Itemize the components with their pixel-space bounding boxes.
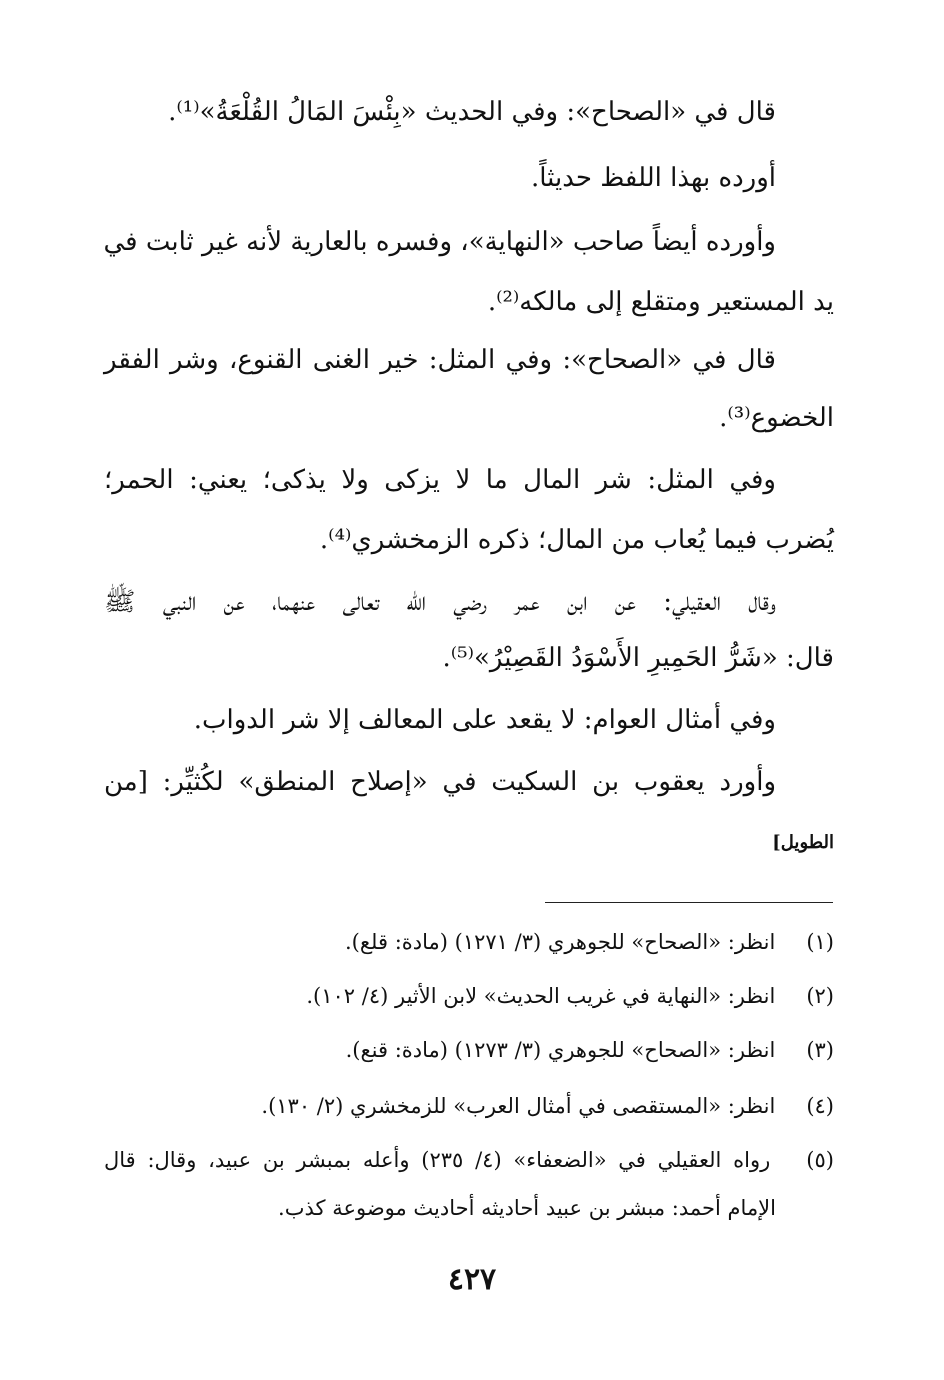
footnote-text: انظر: «الصحاح» للجوهري (٣/ ١٢٧٣) (مادة: قنع). [345, 1038, 776, 1062]
footnote-5 [104, 1142, 834, 1178]
body-line-2: أورده بهذا اللفظ حديثاً. [531, 163, 776, 193]
footnote-number: (٤) [806, 1094, 834, 1118]
page-number: ٤٢٧ [447, 1262, 497, 1297]
body-line-1: قال في «الصحاح»: وفي الحديث «بِئْسَ المَالُ القُلْعَةُ»⁽¹⁾. [168, 97, 776, 127]
footnote-number: (٥) [806, 1148, 834, 1172]
body-line-3: وأورده أيضاً صاحب «النهاية»، وفسره بالعارية لأنه غير ثابت في [103, 227, 776, 257]
body-line-4: يد المستعير ومتقلع إلى مالكه⁽²⁾. [487, 287, 834, 317]
footnote-5-continuation: الإمام أحمد: مبشر بن عبيد أحاديثه أحاديث موضوعة كذب. [278, 1196, 776, 1220]
body-line-6: الخضوع⁽³⁾. [719, 403, 834, 433]
footnote-text: رواه العقيلي في «الضعفاء» (٤/ ٢٣٥) وأعله بمبشر بن عبيد، وقال: قال [104, 1148, 771, 1172]
body-line-12: وأورد يعقوب بن السكيت في «إصلاح المنطق» لكُثيِّر: [من [104, 767, 776, 797]
footnote-3 [104, 1032, 834, 1068]
footnote-number: (١) [806, 930, 834, 954]
body-line-11: وفي أمثال العوام: لا يقعد على المعالف إلا شر الدواب. [193, 705, 776, 735]
body-line-10: قال: «شَرُّ الحَمِيرِ الأَسْوَدُ القَصِيْرُ»⁽⁵⁾. [442, 643, 834, 673]
footnote-4 [104, 1088, 834, 1124]
footnote-text: انظر: «المستقصى في أمثال العرب» للزمخشري (٢/ ١٣٠). [261, 1094, 776, 1118]
footnote-2 [104, 978, 834, 1014]
footnote-number: (٢) [806, 984, 834, 1008]
footnote-text: انظر: «النهاية في غريب الحديث» لابن الأثير (٤/ ١٠٢). [306, 984, 776, 1008]
body-line-5: قال في «الصحاح»: وفي المثل: خير الغنى القنوع، وشر الفقر [104, 345, 776, 375]
poetic-meter-label: الطويل] [772, 832, 834, 853]
body-line-8: يُضرب فيما يُعاب من المال؛ ذكره الزمخشري⁽⁴⁾. [319, 525, 834, 555]
footnote-1 [104, 924, 834, 960]
body-line-9: وقال العقيلي: عن ابن عمر رضي الله تعالى عنهما، عن النبي ﷺ [104, 587, 776, 617]
footnote-text: انظر: «الصحاح» للجوهري (٣/ ١٢٧١) (مادة: قلع). [344, 930, 776, 954]
body-line-7: وفي المثل: شر المال ما لا يزكى ولا يذكى؛ يعني: الحمر؛ [104, 465, 776, 495]
footnote-divider [545, 902, 833, 903]
footnote-number: (٣) [806, 1038, 834, 1062]
